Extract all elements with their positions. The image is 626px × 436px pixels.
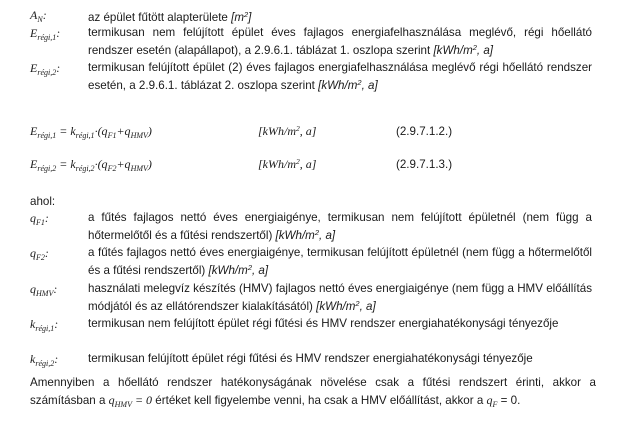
- closing-paragraph: Amennyiben a hőellátó rendszer hatékonyságának növelése csak a fűtési rendszert érinti, akkor a számításban a $q_{HMV} = 0$ értéket kell figyelembe venni, ha csak a HMV előállítást, akkor a $q_F = 0$.: [30, 376, 596, 409]
- q-f-inline: $q_F$: [486, 392, 498, 409]
- unit-eregi2: [$kWh/m^2$, a]: [318, 77, 378, 92]
- symbol-an: $A_N$:: [30, 8, 47, 24]
- equation-1-formula: $E_{régi,1} = k_{régi,1}\cdot(q_{F1}+q_{HMV})$: [30, 124, 152, 140]
- equation-1-number: (2.9.7.1.2.): [396, 125, 453, 138]
- symbol-qf2: $q_{F2}$:: [30, 246, 49, 262]
- definition-kregi2: termikusan felújított épület régi fűtési és HMV rendszer energiahatékonysági tényezője: [88, 352, 533, 365]
- unit-eregi1: [$kWh/m^2$, a]: [433, 42, 494, 57]
- definition-qf1: a fűtés fajlagos nettó éves energiaigénye, termikusan nem felújított épületnél (nem függ a hőtermelőtől és a fűtési rendszertől) [$kWh/m^2$, a]: [88, 211, 592, 242]
- symbol-qf1: $q_{F1}$:: [30, 211, 49, 227]
- symbol-kregi2: $k_{régi,2}$:: [30, 352, 59, 368]
- symbol-eregi2: $E_{régi,2}$:: [30, 61, 61, 77]
- q-hmv-inline: $q_{HMV}$: [108, 392, 132, 409]
- ahol-label: ahol:: [30, 195, 56, 208]
- definition-qhmv: használati melegvíz készítés (HMV) fajlagos nettó éves energiaigénye (nem függ a HMV előállítás módjától és az ellátórendszer kialakításától) [$kWh/m^2$, a]: [88, 282, 592, 313]
- unit-qf1: [$kWh/m^2$, a]: [275, 227, 336, 242]
- definition-eregi2: termikusan felújított épület (2) éves fajlagos energiafelhasználása meglévő régi hőellátó rendszer esetén, a 2.9.6.1. táblázat 2. oszlopa szerint [$kWh/m^2$, a]: [88, 61, 592, 92]
- equation-2-formula: $E_{régi,2} = k_{régi,2}\cdot(q_{F2}+q_{HMV})$: [30, 157, 152, 173]
- definition-qf2: a fűtés fajlagos nettó éves energiaigénye, termikusan felújított épületnél (nem függ a hőtermelőtől és a fűtési rendszertől) [$kWh/m^2$, a]: [88, 246, 592, 277]
- symbol-qhmv: $q_{HMV}$:: [30, 282, 58, 298]
- symbol-kregi1: $k_{régi,1}$:: [30, 317, 59, 333]
- definition-an: az épület fűtött alapterülete $[m^2]$: [88, 10, 252, 24]
- equation-2-number: (2.9.7.1.3.): [396, 158, 453, 171]
- definition-eregi1: termikusan nem felújított épület éves fajlagos energiafelhasználása meglévő, régi hőellátó rendszer esetén (alapállapot), a 2.9.6.1. táblázat 1. oszlopa szerint [$kWh/m^2$, a]: [88, 26, 592, 57]
- symbol-eregi1: $E_{régi,1}$:: [30, 26, 61, 42]
- equation-2-unit: [$kWh/m^2$, a]: [258, 157, 317, 171]
- unit-qf2: [$kWh/m^2$, a]: [208, 262, 269, 277]
- unit-qhmv: [$kWh/m^2$, a]: [316, 298, 376, 313]
- definition-kregi1: termikusan nem felújított épület régi fűtési és HMV rendszer energiahatékonysági tényezője: [88, 317, 559, 330]
- equation-1-unit: [$kWh/m^2$, a]: [258, 124, 317, 138]
- unit-an: $[m^2]$: [231, 10, 252, 24]
